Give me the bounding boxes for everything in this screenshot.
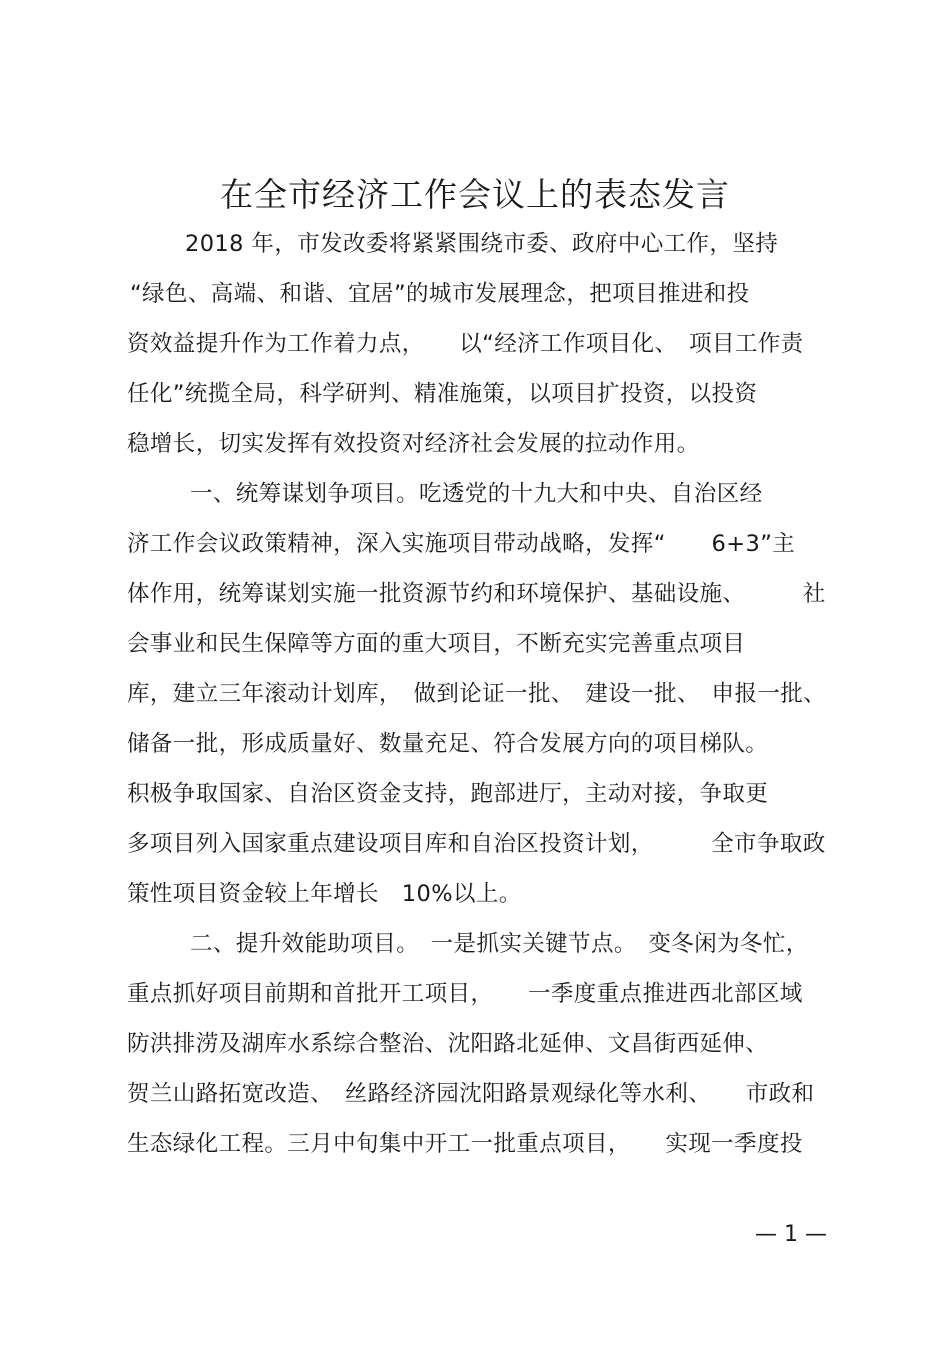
body-line: 多项目列入国家重点建设项目库和自治区投资计划， 全市争取政 xyxy=(127,831,826,857)
body-line: 贺兰山路拓宽改造、 丝路经济园沈阳路景观绿化等水利、 市政和 xyxy=(127,1081,815,1107)
body-line: 会事业和民生保障等方面的重大项目，不断充实完善重点项目 xyxy=(127,631,746,657)
page-number: — 1 — xyxy=(755,1222,827,1247)
body-line: 稳增长，切实发挥有效投资对经济社会发展的拉动作用。 xyxy=(127,431,700,457)
body-line: 生态绿化工程。三月中旬集中开工一批重点项目， 实现一季度投 xyxy=(127,1131,803,1157)
body-line: 2018 年，市发改委将紧紧围绕市委、政府中心工作，坚持 xyxy=(185,231,779,257)
body-line: 储备一批，形成质量好、数量充足、符合发展方向的项目梯队。 xyxy=(127,731,769,757)
body-line: 策性项目资金较上年增长 10%以上。 xyxy=(127,881,522,907)
document-title: 在全市经济工作会议上的表态发言 xyxy=(220,175,730,214)
body-line: 防洪排涝及湖库水系综合整治、沈阳路北延伸、文昌街西延伸、 xyxy=(127,1031,769,1057)
body-line: 积极争取国家、自治区资金支持，跑部进厅，主动对接，争取更 xyxy=(127,781,769,807)
body-line: 任化”统揽全局，科学研判、精准施策，以项目扩投资，以投资 xyxy=(127,381,758,407)
body-line: 库，建立三年滚动计划库， 做到论证一批、 建设一批、 申报一批、 xyxy=(127,681,827,707)
body-line: 体作用，统筹谋划实施一批资源节约和环境保护、基础设施、 社 xyxy=(127,581,826,607)
body-line: 一、统筹谋划争项目。吃透党的十九大和中央、自治区经 xyxy=(190,481,763,507)
body-line: 二、提升效能助项目。 一是抓实关键节点。 变冬闲为冬忙， xyxy=(190,931,809,957)
body-line: 资效益提升作为工作着力点， 以“经济工作项目化、 项目工作责 xyxy=(127,331,804,357)
body-line: 济工作会议政策精神，深入实施项目带动战略，发挥“ 6+3”主 xyxy=(127,531,796,557)
body-line: “绿色、高端、和谐、宜居”的城市发展理念，把项目推进和投 xyxy=(130,281,750,307)
body-line: 重点抓好项目前期和首批开工项目， 一季度重点推进西北部区域 xyxy=(127,981,803,1007)
